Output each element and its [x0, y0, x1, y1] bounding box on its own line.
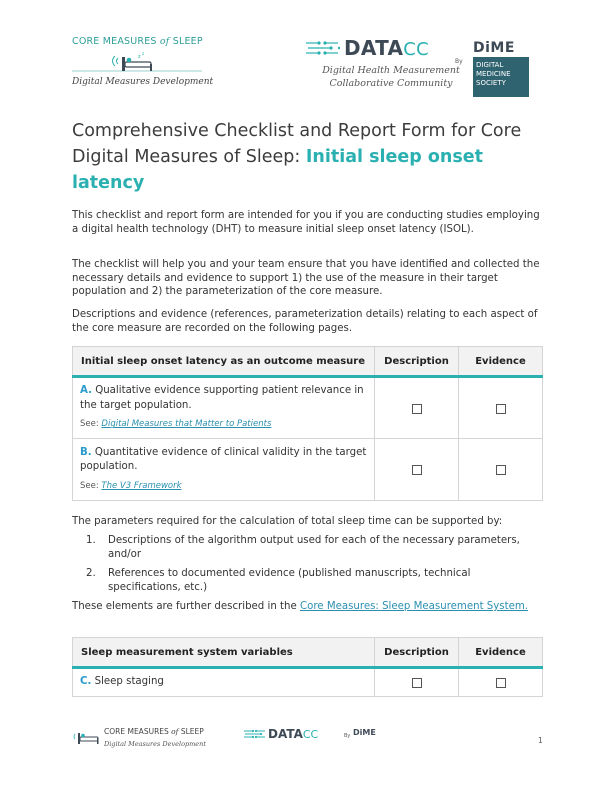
footer-dime-logo: DiME: [353, 728, 376, 737]
footer-core-measures-subtitle: Digital Measures Development: [104, 740, 206, 748]
list-after-text: These elements are further described in the Core Measures: Sleep Measurement System.: [72, 601, 529, 612]
footer-datacc-logo: DATACC: [244, 727, 318, 741]
sleep-bed-icon: [72, 47, 208, 77]
datacc-wordmark: DATACC: [344, 36, 430, 60]
row-c-content: C. Sleep staging: [73, 668, 375, 697]
svg-text:z: z: [138, 54, 141, 60]
title-highlight: Initial sleep onset latency: [72, 147, 484, 193]
dime-wordmark: DiME: [473, 40, 515, 56]
core-measures-subtitle: Digital Measures Development: [72, 77, 214, 87]
row-c-evidence-checkbox[interactable]: [496, 678, 506, 688]
datacc-logo: [306, 36, 476, 90]
outcome-measure-table: [72, 346, 543, 501]
table-row: [73, 377, 543, 439]
footer-by-label: By: [344, 733, 351, 739]
purpose-paragraph: The checklist will help you and your team ensure that you have identified and collected the necessary details and evidence to support 1) the use of the measure in their target population and 2) the parameterization of the core measure.: [72, 259, 540, 297]
footer-bed-icon: [72, 727, 102, 751]
row-b-content: B. Quantitative evidence of clinical validity in the target population. See: The V3 Framework: [73, 439, 375, 501]
records-paragraph: Descriptions and evidence (references, parameterization details) relating to each aspect of the core measure are recorded on the following pages.: [72, 309, 538, 334]
row-a-evidence-checkbox[interactable]: [496, 404, 506, 414]
column-description: Description: [375, 638, 459, 668]
intro-paragraph: This checklist and report form are intended for you if you are conducting studies employing a digital health technology (DHT) to measure initial sleep onset latency (ISOL).: [72, 210, 540, 235]
link-sleep-measurement-system[interactable]: Core Measures: Sleep Measurement System.: [300, 601, 529, 612]
table-header-title: Initial sleep onset latency as an outcome measure: [73, 347, 375, 377]
row-b-evidence-checkbox[interactable]: [496, 465, 506, 475]
page-title: Comprehensive Checklist and Report Form for Core Digital Measures of Sleep: Initial sleep onset latency: [72, 121, 522, 193]
column-description: Description: [375, 347, 459, 377]
link-v3-framework[interactable]: The V3 Framework: [101, 480, 182, 491]
dime-logo: [473, 40, 529, 97]
column-evidence: Evidence: [459, 638, 543, 668]
footer: [72, 727, 542, 757]
table-header-title: Sleep measurement system variables: [73, 638, 375, 668]
list-intro: The parameters required for the calculation of total sleep time can be supported by:: [72, 516, 503, 527]
column-evidence: Evidence: [459, 347, 543, 377]
footer-circuit-icon: [244, 728, 266, 740]
table-row: [73, 668, 543, 697]
row-b-description-checkbox[interactable]: [412, 465, 422, 475]
row-a-content: A. Qualitative evidence supporting patient relevance in the target population. See: Digital Measures that Matter to Patients: [73, 377, 375, 439]
circuit-icon: [306, 39, 340, 57]
row-c-description-checkbox[interactable]: [412, 678, 422, 688]
link-digital-measures[interactable]: Digital Measures that Matter to Patients: [101, 419, 272, 430]
table-row: [73, 439, 543, 501]
page-number: 1: [538, 736, 543, 745]
row-a-description-checkbox[interactable]: [412, 404, 422, 414]
dime-society-box: DIGITAL MEDICINE SOCIETY: [473, 57, 529, 97]
parameters-list: [72, 515, 542, 614]
svg-text:z: z: [142, 51, 145, 56]
core-measures-logo: [72, 36, 214, 87]
core-measures-title: CORE MEASURES of SLEEP: [72, 36, 203, 47]
list-item: 2. References to documented evidence (published manuscripts, technical specifications, etc.): [86, 568, 471, 593]
by-label: By: [455, 58, 463, 65]
measurement-system-table: [72, 637, 543, 697]
datacc-subtitle: Digital Health Measurement Collaborative Community: [322, 65, 460, 89]
footer-core-measures-title: CORE MEASURES of SLEEP: [104, 727, 204, 736]
list-item: 1. Descriptions of the algorithm output used for each of the necessary parameters, and/or: [86, 535, 520, 560]
